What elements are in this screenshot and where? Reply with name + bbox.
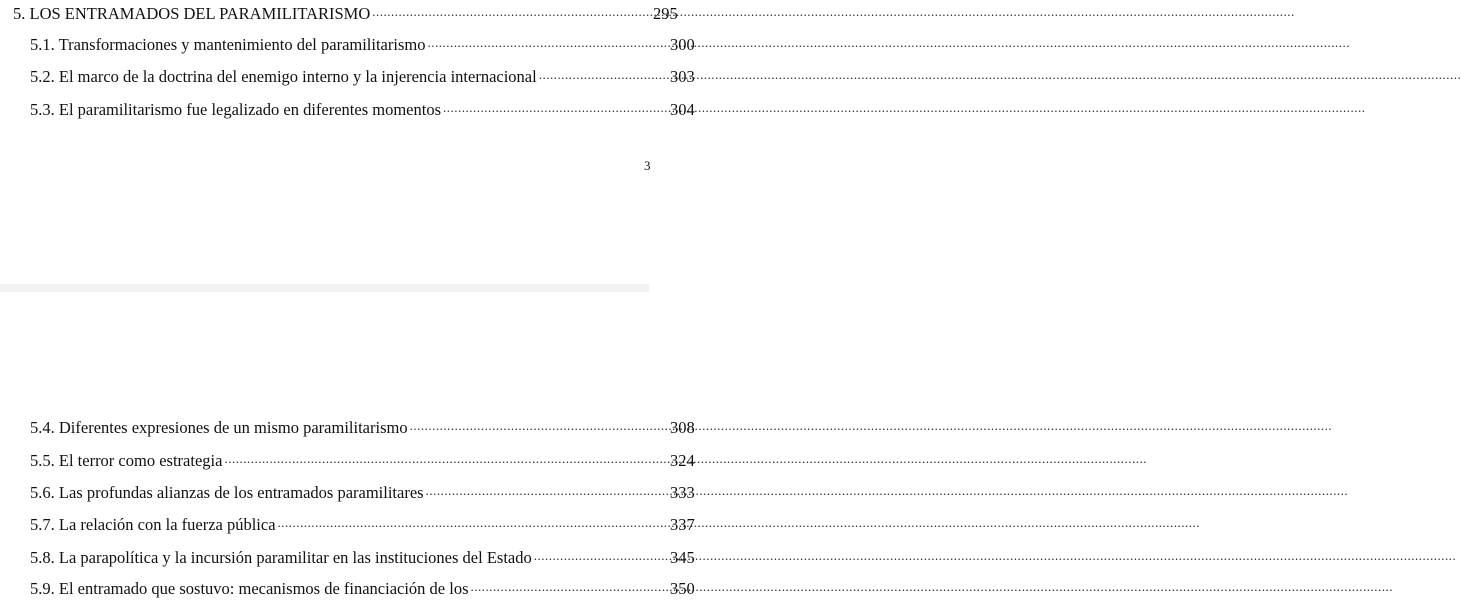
toc-entry-page: 337 <box>670 515 695 534</box>
dot-leader <box>372 5 651 19</box>
toc-entry-5-5[interactable] <box>0 450 710 472</box>
toc-entry-5-9[interactable] <box>0 578 710 600</box>
toc-entry-page: 308 <box>670 418 695 437</box>
document-page-top <box>0 0 695 284</box>
toc-entry-title: 5. LOS ENTRAMADOS DEL PARAMILITARISMO <box>13 4 371 23</box>
page-separator <box>0 284 649 292</box>
toc-entry-5[interactable] <box>0 3 693 25</box>
toc-entry-page: 324 <box>670 451 695 470</box>
toc-entry-title: 5.9. El entramado que sostuvo: mecanismos de financiación de los <box>30 579 469 598</box>
toc-entry-5-7[interactable] <box>0 514 710 536</box>
toc-entry-5-1[interactable] <box>0 34 710 56</box>
toc-entry-page: 345 <box>670 548 695 567</box>
toc-entry-page: 333 <box>670 483 695 502</box>
toc-entry-title: 5.1. Transformaciones y mantenimiento del paramilitarismo <box>30 35 426 54</box>
document-page-bottom <box>0 292 695 598</box>
toc-entry-page: 304 <box>670 100 695 119</box>
toc-entry-page: 350 <box>670 579 695 598</box>
dot-leader <box>471 580 668 594</box>
dot-leader <box>427 36 668 50</box>
toc-entry-title: 5.8. La parapolítica y la incursión paramilitar en las instituciones del Estado <box>30 548 532 567</box>
toc-entry-title: 5.6. Las profundas alianzas de los entramados paramilitares <box>30 483 424 502</box>
toc-entry-title: 5.4. Diferentes expresiones de un mismo paramilitarismo <box>30 418 408 437</box>
toc-entry-5-4[interactable] <box>0 417 710 439</box>
dot-leader <box>539 68 668 82</box>
toc-entry-5-8[interactable] <box>0 547 710 569</box>
toc-entry-title: 5.7. La relación con la fuerza pública <box>30 515 276 534</box>
dot-leader <box>443 101 668 115</box>
toc-entry-5-6[interactable] <box>0 482 710 504</box>
dot-leader <box>224 452 668 466</box>
page-number-marker: 3 <box>644 158 651 173</box>
dot-leader <box>410 419 668 433</box>
dot-leader <box>426 484 668 498</box>
toc-entry-page: 300 <box>670 35 695 54</box>
toc-entry-page: 295 <box>653 4 678 23</box>
toc-entry-title: 5.2. El marco de la doctrina del enemigo interno y la injerencia internacional <box>30 67 537 86</box>
toc-entry-title: 5.3. El paramilitarismo fue legalizado en diferentes momentos <box>30 100 441 119</box>
toc-entry-title: 5.5. El terror como estrategia <box>30 451 223 470</box>
dot-leader <box>278 516 668 530</box>
dot-leader <box>534 549 668 563</box>
toc-entry-5-2[interactable] <box>0 66 710 88</box>
toc-entry-page: 303 <box>670 67 695 86</box>
toc-entry-5-3[interactable] <box>0 99 710 121</box>
